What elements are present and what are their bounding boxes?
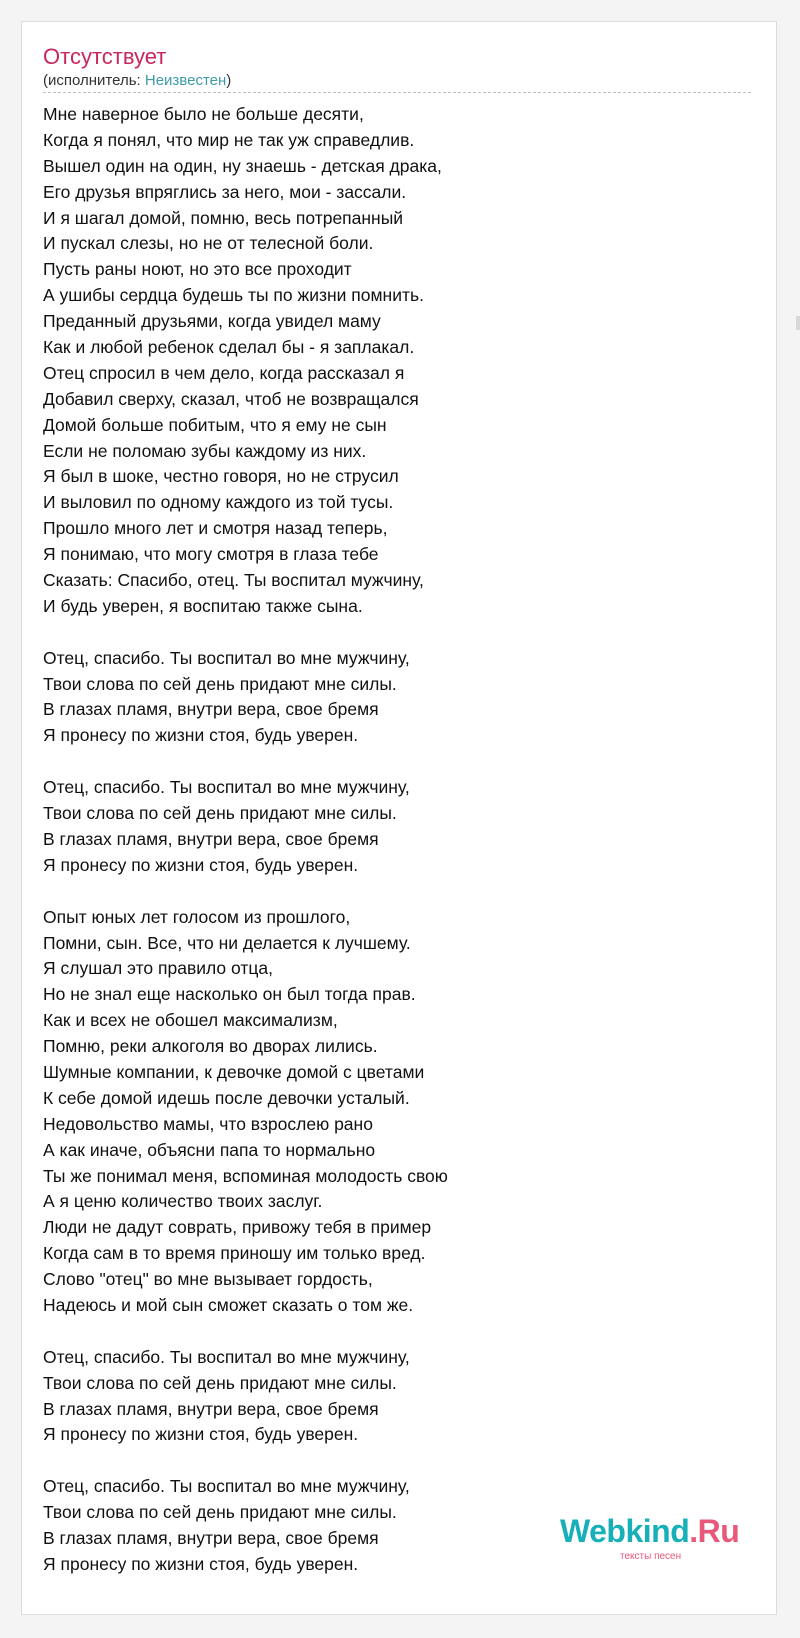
lyric-line: Как и любой ребенок сделал бы - я заплакал.	[43, 337, 415, 358]
lyric-line: Если не поломаю зубы каждому из них.	[43, 440, 367, 461]
lyric-line: Отец, спасибо. Ты воспитал во мне мужчину,	[43, 777, 410, 798]
artist-prefix: (исполнитель:	[43, 72, 145, 89]
lyrics-card	[21, 21, 777, 1615]
lyric-line: Недовольство мамы, что взрослею рано	[43, 1113, 373, 1134]
lyric-line: Я пронесу по жизни стоя, будь уверен.	[43, 854, 359, 875]
lyric-line: И я шагал домой, помню, весь потрепанный	[43, 207, 404, 228]
artist-link[interactable]: Неизвестен	[144, 72, 227, 89]
scroll-indicator	[796, 316, 800, 330]
stanza-gap	[43, 620, 756, 646]
lyric-line: Я был в шоке, честно говоря, но не струсил	[43, 466, 399, 487]
lyric-line: Домой больше побитым, что я ему не сын	[43, 414, 387, 435]
lyric-line: Мне наверное было не больше десяти,	[43, 104, 364, 124]
lyric-line: Отец, спасибо. Ты воспитал во мне мужчину,	[43, 1476, 410, 1497]
lyric-line: Я пронесу по жизни стоя, будь уверен.	[43, 1553, 359, 1574]
lyric-line: Твои слова по сей день придают мне силы.	[43, 673, 397, 694]
lyric-line: Когда я понял, что мир не так уж справедлив.	[43, 129, 415, 150]
lyric-line: А я ценю количество твоих заслуг.	[43, 1191, 323, 1212]
lyric-line: А ушибы сердца будешь ты по жизни помнить.	[43, 285, 424, 306]
title-divider	[43, 92, 751, 93]
lyric-line: Твои слова по сей день придают мне силы.	[43, 1372, 397, 1393]
lyric-line: Прошло много лет и смотря назад теперь,	[43, 518, 388, 539]
lyrics-text	[43, 102, 756, 1578]
lyric-line: Я слушал это правило отца,	[43, 958, 274, 979]
site-logo[interactable]	[560, 1511, 760, 1566]
lyric-line: Ты же понимал меня, вспоминая молодость свою	[43, 1165, 448, 1186]
lyric-line: Твои слова по сей день придают мне силы.	[43, 1502, 397, 1523]
logo-wordmark	[560, 1511, 739, 1551]
lyric-line: Преданный друзьями, когда увидел маму	[43, 311, 381, 332]
lyric-line: Отец, спасибо. Ты воспитал во мне мужчину,	[43, 1346, 410, 1367]
artist-line	[43, 72, 231, 90]
lyric-line: Добавил сверху, сказал, чтоб не возвращался	[43, 388, 419, 409]
lyric-line: Пусть раны ноют, но это все проходит	[43, 259, 352, 280]
lyric-line: А как иначе, объясни папа то нормально	[43, 1139, 376, 1160]
stanza-gap	[43, 1448, 756, 1474]
stanza-gap	[43, 879, 756, 905]
lyric-line: Помни, сын. Все, что ни делается к лучшему.	[43, 932, 411, 953]
lyric-line: И выловил по одному каждого из той тусы.	[43, 492, 394, 513]
lyric-line: Но не знал еще насколько он был тогда прав.	[43, 984, 416, 1005]
lyric-line: В глазах пламя, внутри вера, свое бремя	[43, 828, 379, 849]
lyric-line: И пускал слезы, но не от телесной боли.	[43, 233, 374, 254]
lyric-line: Отец спросил в чем дело, когда рассказал я	[43, 362, 405, 383]
lyric-line: Отец, спасибо. Ты воспитал во мне мужчину,	[43, 647, 410, 668]
lyric-line: Слово "отец" во мне вызывает гордость,	[43, 1269, 373, 1290]
lyric-line: Я пронесу по жизни стоя, будь уверен.	[43, 1424, 359, 1445]
lyric-line: В глазах пламя, внутри вера, свое бремя	[43, 1398, 379, 1419]
lyric-line: Я понимаю, что могу смотря в глаза тебе	[43, 544, 379, 565]
lyric-line: Я пронесу по жизни стоя, будь уверен.	[43, 725, 359, 746]
lyric-line: Его друзья впряглись за него, мои - зассали.	[43, 181, 407, 202]
logo-word: Webkind	[560, 1513, 690, 1549]
logo-tagline: тексты песен	[620, 1551, 682, 1562]
lyric-line: К себе домой идешь после девочки усталый.	[43, 1087, 410, 1108]
stanza-gap	[43, 1319, 756, 1345]
lyric-line: Как и всех не обошел максимализм,	[43, 1010, 338, 1031]
lyric-line: И будь уверен, я воспитаю также сына.	[43, 595, 363, 616]
lyric-line: Сказать: Спасибо, отец. Ты воспитал мужчину,	[43, 570, 424, 591]
lyric-line: Люди не дадут соврать, привожу тебя в пример	[43, 1217, 432, 1238]
lyric-line: В глазах пламя, внутри вера, свое бремя	[43, 1527, 379, 1548]
lyric-line: Надеюсь и мой сын сможет сказать о том же.	[43, 1294, 414, 1315]
stanza-gap	[43, 749, 756, 775]
lyric-line: Вышел один на один, ну знаешь - детская драка,	[43, 155, 442, 176]
song-title: Отсутствует	[43, 44, 167, 69]
lyric-line: Твои слова по сей день придают мне силы.	[43, 803, 397, 824]
lyric-line: Когда сам в то время приношу им только вред.	[43, 1243, 426, 1264]
lyric-line: В глазах пламя, внутри вера, свое бремя	[43, 699, 379, 720]
lyric-line: Шумные компании, к девочке домой с цветами	[43, 1061, 425, 1082]
logo-domain: .Ru	[689, 1513, 740, 1549]
lyric-line: Помню, реки алкоголя во дворах лились.	[43, 1036, 378, 1057]
lyric-line: Опыт юных лет голосом из прошлого,	[43, 906, 351, 927]
artist-suffix: )	[226, 72, 232, 89]
